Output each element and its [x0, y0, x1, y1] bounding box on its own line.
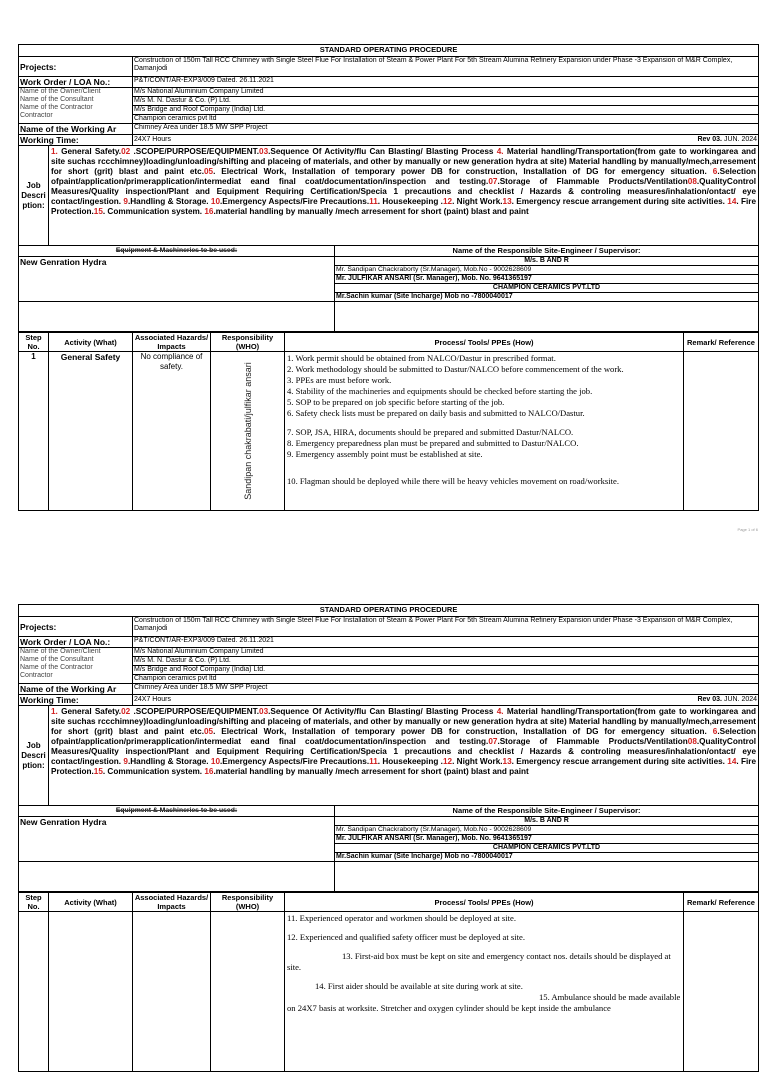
- col-remark: Remark/ Reference: [684, 893, 759, 912]
- job-description-run: . Night Work.: [452, 757, 503, 766]
- job-description-run: .material handling by manually /mech arresement for short (paint) blast and paint: [213, 207, 529, 216]
- resp-person-1: Mr. Sandipan Chackraborty (Sr.Manager), Mob.No - 9002628609: [335, 826, 759, 835]
- responsibility-cell: [211, 912, 285, 1072]
- resp-person-2: Mr. JULFIKAR ANSARI (Sr. Manager), Mob. No. 9641365197: [335, 275, 759, 284]
- owner-label: Name of the Owner/Client: [20, 88, 101, 95]
- working-area-value: Chimney Area under 18.5 MW SPP Project: [133, 124, 759, 135]
- sop-title: STANDARD OPERATING PROCEDURE: [19, 605, 759, 617]
- job-description-run: Material handling/Transportation(from gate to workingarea and site suchas rccchimney)loading/unloading/shifting and placeing of materials, and other by manually or new generation hydra at site) Material handling by manually/mech,arresement for short (grit) blast and paint etc.: [51, 707, 757, 736]
- blank-row-right: [335, 862, 759, 892]
- job-description-run: 12: [442, 757, 453, 766]
- job-description-run: 13: [502, 197, 512, 206]
- process-step-4: 4. Stability of the machineries and equipments should be checked before starting the job.: [287, 386, 593, 396]
- job-description-run: General Safety.: [57, 707, 122, 716]
- process-step-1: 1. Work permit should be obtained from NALCO/Dastur in prescribed format.: [287, 353, 556, 363]
- job-description-run: 16: [204, 767, 214, 776]
- col-step-no: Step No.: [19, 333, 49, 352]
- projects-label: Projects:: [19, 57, 133, 77]
- responsible-label: Name of the Responsible Site-Engineer / Supervisor:: [335, 806, 759, 817]
- job-description-run: . Electrical Work, Installation of temporary power DB for construction, Installation of DG for emergency situation.: [213, 167, 713, 176]
- job-description-run: . Emergency rescue arrangement during site activities.: [511, 757, 728, 766]
- contractor-value: M/s Bridge and Roof Company (India) Ltd.: [133, 106, 759, 115]
- hazard-text: No compliance of safety.: [133, 352, 211, 511]
- job-description-run: .Handling & Storage.: [127, 757, 211, 766]
- job-description-run: Material handling/Transportation(from gate to workingarea and site suchas rccchimney)loading/unloading/shifting and placeing of materials, and other by manually or new generation hydra at site) Material handling by manually/mech,arresement for short (grit) blast and paint etc.: [51, 147, 757, 176]
- contractor-label: Name of the Contractor: [20, 104, 93, 111]
- party-labels: [19, 88, 133, 124]
- consultant-value: M/s M. N. Dastur & Co. (P) Ltd.: [133, 97, 759, 106]
- process-step-2: 2. Work methodology should be submitted to Dastur/NALCO before commencement of the work.: [287, 364, 624, 374]
- job-description-run: . Electrical Work, Installation of temporary power DB for construction, Installation of DG for emergency situation.: [213, 727, 713, 736]
- resp-company-1: M/s. B AND R: [335, 257, 759, 266]
- sop-header-table: [18, 604, 759, 892]
- job-description-run: 03: [259, 707, 269, 716]
- resp-person-1: Mr. Sandipan Chackraborty (Sr.Manager), Mob.No - 9002628609: [335, 266, 759, 275]
- job-description-run: 12: [442, 197, 453, 206]
- revision-stamp: [697, 695, 757, 704]
- revision-label: Rev 03.: [697, 136, 722, 143]
- job-description-run: .Storage of Flammable Products/Ventilation: [497, 737, 688, 746]
- process-step-5: 5. SOP to be prepared on job specific before starting of the job.: [287, 397, 505, 407]
- step-number: [19, 912, 49, 1072]
- job-description-run: .Selection ofpaint/application/primerapplication/intermediat eand final coat/documentation/inspection and testing.: [51, 167, 757, 186]
- job-description-run: 6: [712, 727, 718, 736]
- resp-company-2: CHAMPION CERAMICS PVT.LTD: [335, 284, 759, 293]
- resp-person-2: Mr. JULFIKAR ANSARI (Sr. Manager), Mob. No. 9641365197: [335, 835, 759, 844]
- revision-stamp: [697, 135, 757, 144]
- col-remark: Remark/ Reference: [684, 333, 759, 352]
- job-description-text: [49, 146, 759, 246]
- working-time-value: 24X7 Hours: [134, 696, 171, 703]
- consultant-label: Name of the Consultant: [20, 96, 94, 103]
- job-description-run: 05: [203, 727, 214, 736]
- col-activity: Activity (What): [49, 333, 133, 352]
- sop-sheet-page-1: [18, 44, 758, 511]
- job-description-run: General Safety.: [57, 147, 122, 156]
- remark-cell: [684, 352, 759, 511]
- process-steps: [285, 912, 684, 1072]
- job-description-run: 1.: [51, 707, 58, 716]
- working-area-label: Name of the Working Ar: [19, 684, 133, 695]
- resp-person-3: Mr.Sachin kumar (Site Incharge) Mob no -7800040017: [335, 853, 759, 862]
- job-description-run: 11: [369, 197, 378, 206]
- activity-table: [18, 332, 759, 511]
- job-description-run: . Fire Protection.: [51, 197, 757, 216]
- job-description-run: 9: [123, 197, 128, 206]
- job-description-run: 1.: [51, 147, 58, 156]
- job-description-run: 15: [93, 207, 103, 216]
- job-description-run: .SCOPE/PURPOSE/EQUIPMENT.: [130, 707, 260, 716]
- owner-value: M/s National Aluminium Company Limited: [133, 88, 759, 97]
- owner-label: Name of the Owner/Client: [20, 648, 101, 655]
- job-description-label: Job Descri ption:: [19, 706, 49, 806]
- job-description-run: . Housekeeping .: [377, 197, 443, 206]
- sop-title: STANDARD OPERATING PROCEDURE: [19, 45, 759, 57]
- job-description-run: 08: [687, 177, 697, 186]
- job-description-run: . Emergency rescue arrangement during site activities.: [511, 197, 728, 206]
- resp-person-3: Mr.Sachin kumar (Site Incharge) Mob no -7800040017: [335, 293, 759, 302]
- col-responsibility: Responsibility (WHO): [211, 333, 285, 352]
- job-description-run: . Fire Protection.: [51, 757, 757, 776]
- subcontractor-label: Contractor: [20, 672, 53, 679]
- job-description-run: 02: [121, 147, 131, 156]
- process-step-9: 9. Emergency assembly point must be established at site.: [287, 449, 483, 459]
- party-labels: [19, 648, 133, 684]
- process-step-13: 13. First-aid box must be kept on site and emergency contact nos. details should be displayed at site.: [287, 951, 671, 972]
- remark-cell: [684, 912, 759, 1072]
- job-description-run: .Emergency Aspects/Fire Precautions.: [220, 757, 370, 766]
- work-order-label: Work Order / LOA No.:: [19, 637, 133, 648]
- projects-value: Construction of 150m Tall RCC Chimney with Single Steel Flue For Installation of Steam & Power Plant For 5th Stream Alumina Refinery Expansion under Phase -3 Expansion of M&R Complex, Damanjodi: [133, 617, 759, 637]
- job-description-run: 4.: [496, 707, 504, 716]
- working-time-label: Working Time:: [19, 695, 133, 706]
- working-time-row: [133, 695, 759, 706]
- activity-name: [49, 912, 133, 1072]
- process-step-14: 14. First aider should be available at site during work at site.: [315, 981, 523, 991]
- process-step-8: 8. Emergency preparedness plan must be prepared and submitted to Dastur/NALCO.: [287, 438, 579, 448]
- job-description-run: 14: [727, 757, 737, 766]
- revision-date: JUN. 2024: [723, 696, 758, 703]
- consultant-label: Name of the Consultant: [20, 656, 94, 663]
- work-order-label: Work Order / LOA No.:: [19, 77, 133, 88]
- job-description-run: .Sequence Of Activity/flu Can Blasting/ Blasting Process: [268, 707, 497, 716]
- col-step-no: Step No.: [19, 893, 49, 912]
- working-area-value: Chimney Area under 18.5 MW SPP Project: [133, 684, 759, 695]
- process-step-7: 7. SOP, JSA, HIRA, documents should be prepared and submitted Dastur/NALCO.: [287, 427, 574, 437]
- job-description-run: 11: [369, 757, 378, 766]
- job-description-run: .Sequence Of Activity/flu Can Blasting/ Blasting Process: [268, 147, 497, 156]
- subcontractor-label: Contractor: [20, 112, 53, 119]
- job-description-run: . Communication system.: [102, 767, 205, 776]
- job-description-label: Job Descri ption:: [19, 146, 49, 246]
- job-description-run: .Selection ofpaint/application/primerapplication/intermediat eand final coat/documentation/inspection and testing.: [51, 727, 757, 746]
- process-step-11: 11. Experienced operator and workmen should be deployed at site.: [287, 913, 517, 923]
- process-step-6: 6. Safety check lists must be prepared on daily basis and submitted to NALCO/Dastur.: [287, 408, 585, 418]
- blank-row-right: [335, 302, 759, 332]
- working-time-row: [133, 135, 759, 146]
- working-time-value: 24X7 Hours: [134, 136, 171, 143]
- job-description-run: 6: [712, 167, 718, 176]
- subcontractor-value: Champion ceramics pvt ltd: [133, 675, 759, 684]
- col-process: Process/ Tools/ PPEs (How): [285, 893, 684, 912]
- working-time-label: Working Time:: [19, 135, 133, 146]
- job-description-run: 13: [502, 757, 512, 766]
- job-description-run: 05: [203, 167, 214, 176]
- job-description-run: 03: [259, 147, 269, 156]
- job-description-text: [49, 706, 759, 806]
- process-steps: [285, 352, 684, 511]
- table-row: [19, 912, 759, 1072]
- contractor-value: M/s Bridge and Roof Company (India) Ltd.: [133, 666, 759, 675]
- job-description-run: . Communication system.: [102, 207, 205, 216]
- job-description-run: 9: [123, 757, 128, 766]
- process-step-10: 10. Flagman should be deployed while there will be heavy vehicles movement on road/worksite.: [287, 476, 619, 486]
- revision-label: Rev 03.: [697, 696, 722, 703]
- process-step-3: 3. PPEs are must before work.: [287, 375, 392, 385]
- process-step-15: 15. Ambulance should be made available on 24X7 basis at worksite. Stretcher and oxygen cylinder should be kept inside the ambulance: [287, 992, 681, 1013]
- subcontractor-value: Champion ceramics pvt ltd: [133, 115, 759, 124]
- responsible-label: Name of the Responsible Site-Engineer / Supervisor:: [335, 246, 759, 257]
- equipment-label: Equipment & Machineries to be used:: [19, 806, 335, 817]
- col-hazards: Associated Hazards/ Impacts: [133, 893, 211, 912]
- table-row: [19, 352, 759, 511]
- sop-sheet-page-2: [18, 604, 758, 1072]
- job-description-run: 07: [488, 177, 498, 186]
- equipment-value: New Genration Hydra: [19, 817, 335, 862]
- projects-value: Construction of 150m Tall RCC Chimney with Single Steel Flue For Installation of Steam & Power Plant For 5th Stream Alumina Refinery Expansion under Phase -3 Expansion of M&R Complex, Damanjodi: [133, 57, 759, 77]
- col-responsibility: Responsibility (WHO): [211, 893, 285, 912]
- responsibility-text: Sandipan chakrabati/julfikar ansari: [242, 362, 253, 500]
- activity-name: General Safety: [49, 352, 133, 511]
- job-description-run: . Night Work.: [452, 197, 503, 206]
- owner-value: M/s National Aluminium Company Limited: [133, 648, 759, 657]
- resp-company-2: CHAMPION CERAMICS PVT.LTD: [335, 844, 759, 853]
- revision-date: JUN. 2024: [723, 136, 758, 143]
- job-description-run: 10: [210, 757, 221, 766]
- job-description-run: 14: [727, 197, 737, 206]
- resp-company-1: M/s. B AND R: [335, 817, 759, 826]
- sop-header-table: [18, 44, 759, 332]
- col-activity: Activity (What): [49, 893, 133, 912]
- job-description-run: .material handling by manually /mech arresement for short (paint) blast and paint: [213, 767, 529, 776]
- blank-row-left: [19, 862, 335, 892]
- responsibility-cell: [211, 352, 285, 511]
- hazard-text: [133, 912, 211, 1072]
- job-description-run: .Storage of Flammable Products/Ventilation: [497, 177, 688, 186]
- job-description-run: 02: [121, 707, 131, 716]
- job-description-run: 16: [204, 207, 214, 216]
- job-description-run: 07: [488, 737, 498, 746]
- job-description-run: .Emergency Aspects/Fire Precautions.: [220, 197, 370, 206]
- equipment-label: Equipment & Machineries to be used:: [19, 246, 335, 257]
- job-description-run: .Handling & Storage.: [127, 197, 211, 206]
- work-order-value: P&T/CONT/AR-EXP3/009 Dated. 26.11.2021: [133, 637, 759, 648]
- page-number-mark: Page 1 of 6: [737, 527, 758, 532]
- process-step-12: 12. Experienced and qualified safety officer must be deployed at site.: [287, 932, 525, 942]
- work-order-value: P&T/CONT/AR-EXP3/009 Dated. 26.11.2021: [133, 77, 759, 88]
- job-description-run: 15: [93, 767, 103, 776]
- job-description-run: 4.: [496, 147, 504, 156]
- job-description-run: 08: [687, 737, 697, 746]
- projects-label: Projects:: [19, 617, 133, 637]
- consultant-value: M/s M. N. Dastur & Co. (P) Ltd.: [133, 657, 759, 666]
- contractor-label: Name of the Contractor: [20, 664, 93, 671]
- working-area-label: Name of the Working Ar: [19, 124, 133, 135]
- col-hazards: Associated Hazards/ Impacts: [133, 333, 211, 352]
- col-process: Process/ Tools/ PPEs (How): [285, 333, 684, 352]
- equipment-value: New Genration Hydra: [19, 257, 335, 302]
- step-number: 1: [19, 352, 49, 511]
- blank-row-left: [19, 302, 335, 332]
- job-description-run: 10: [210, 197, 221, 206]
- job-description-run: . Housekeeping .: [377, 757, 443, 766]
- job-description-run: .QualityControl Measures/Quality inspection/Plant and Equipment Requiring Certification/Specia 1 precautions and checklist / Hazards & controling measures/inhalation/ontact/ eye contact/ingestion.: [51, 737, 757, 766]
- job-description-run: .SCOPE/PURPOSE/EQUIPMENT.: [130, 147, 260, 156]
- job-description-run: .QualityControl Measures/Quality inspection/Plant and Equipment Requiring Certification/Specia 1 precautions and checklist / Hazards & controling measures/inhalation/ontact/ eye contact/ingestion.: [51, 177, 757, 206]
- activity-table: [18, 892, 759, 1072]
